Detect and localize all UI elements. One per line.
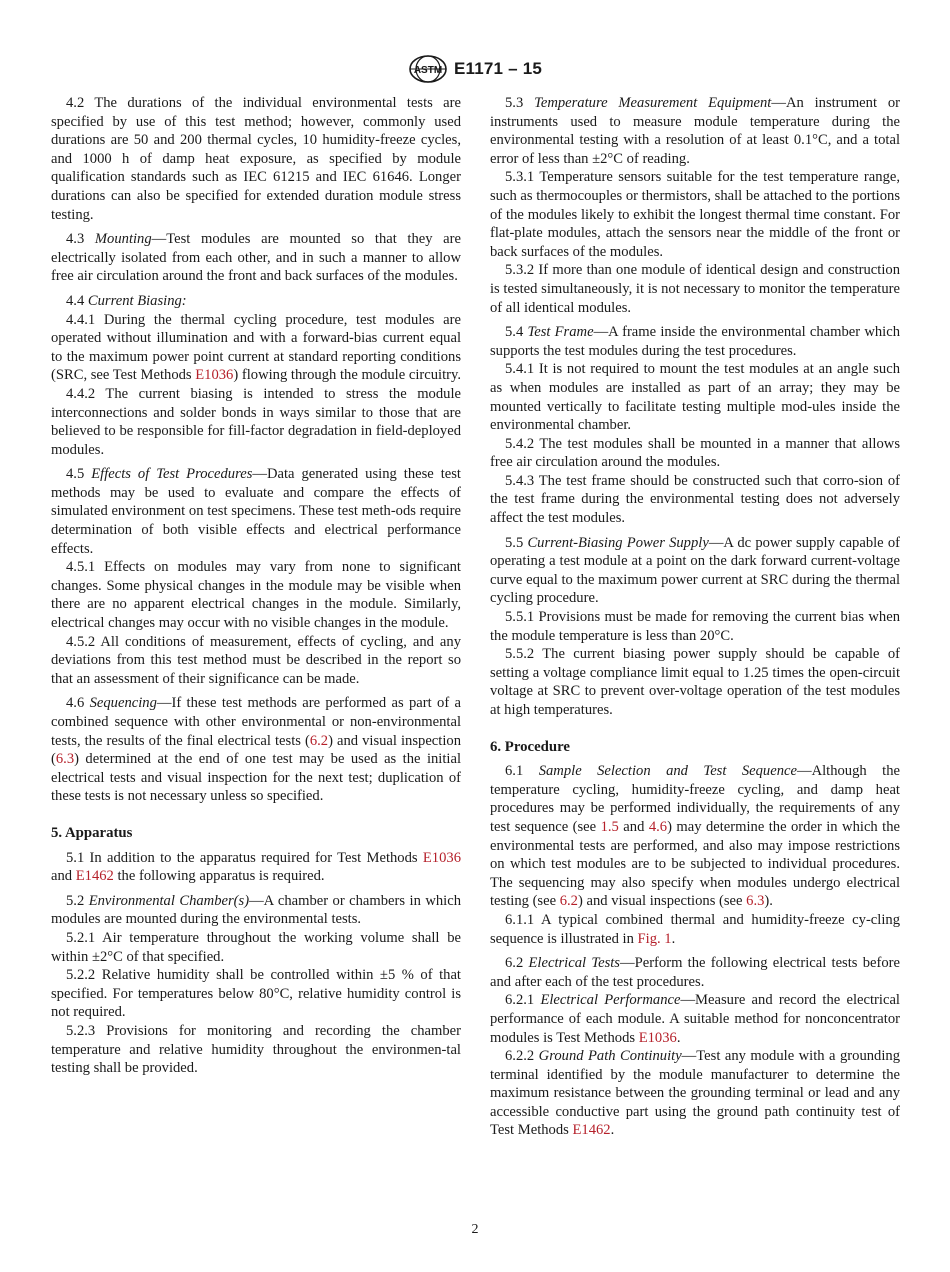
para-5-4-2: 5.4.2 The test modules shall be mounted in a manner that allows free air circulation around the modules. [490,435,900,471]
link-6-2[interactable]: 6.2 [309,732,329,749]
para-5-3: 5.3 Temperature Measurement Equipment—An instrument or instruments used to measure module temperature during the environmental testing with a resolution of at least 0.1°C, and a total error of less than ±2°C of reading. [490,95,900,167]
link-4-6[interactable]: 4.6 [648,818,668,835]
link-e1036[interactable]: E1036 [422,849,461,866]
para-6-2-1: 6.2.1 Electrical Performance—Measure and record the electrical performance of each module. A suitable method for nonconcentrator modules is Test Methods E1036. [490,992,900,1046]
para-5-2-3: 5.2.3 Provisions for monitoring and recording the chamber temperature and relative humidity throughout the environmen-tal testing shall be provided. [51,1022,461,1077]
para-4-4: 4.4 Current Biasing: [66,292,187,309]
para-4-5-1: 4.5.1 Effects on modules may vary from none to significant changes. Some physical changes in the module may be visible when there are no apparent electrical changes in the module. Similarly, electrical changes may occur with no visible changes in the module. [51,559,461,632]
para-5-1: 5.1 In addition to the apparatus required for Test Methods E1036 and E1462 the following apparatus is required. [51,849,461,885]
astm-logo-icon [408,54,448,84]
para-5-3-2: 5.3.2 If more than one module of identical design and construction is tested simultaneously, it is not necessary to monitor the temperature of all identical modules. [490,262,900,316]
para-5-5: 5.5 Current-Biasing Power Supply—A dc power supply capable of operating a test module at a point on the dark forward current-voltage curve equal to the maximum power current at SRC during the thermal cycling procedure. [490,534,901,607]
para-5-4-1: 5.4.1 It is not required to mount the test modules at an angle such as when modules are installed as part of an array; they may be mounted vertically to facilitate testing multiple mod-ules inside the environmental chamber. [490,361,900,434]
para-4-6: 4.6 Sequencing—If these test methods are performed as part of a combined sequence with other environmental or non-environmental tests, the results of the final electrical tests (6.2) and visual inspection (6.3) determined at the end of one test may be used as the initial electrical tests and visual inspection for the next test; duplication of these tests is not necessary unless so specified. [51,695,462,805]
link-6-3[interactable]: 6.3 [55,751,75,768]
page-header [0,54,950,84]
para-5-2-1: 5.2.1 Air temperature throughout the working volume shall be within ±2°C of that specified. [51,929,461,965]
para-4-4-2: 4.4.2 The current biasing is intended to stress the module interconnections and solder bonds in ways similar to those that are believed to be responsible for fill-factor degradation in field-deployed modules. [51,385,461,458]
link-e1462[interactable]: E1462 [75,868,114,885]
para-6-2-2: 6.2.2 Ground Path Continuity—Test any module with a grounding terminal identified by the module manufacturer to determine the maximum resistance between the grounding terminal or lead and any accessible conductive part using the ground path continuity test of Test Methods E1462. [490,1048,901,1139]
para-5-3-1: 5.3.1 Temperature sensors suitable for the test temperature range, such as thermocouples or thermistors, shall be attached to the portions of the modules likely to exhibit the longest thermal time constant. For flat-plate modules, attach the sensors near the middle of the front or back surfaces of the modules. [490,169,900,260]
para-4-4-1: 4.4.1 During the thermal cycling procedure, test modules are operated without illumination and with a forward-bias current equal to the maximum power point current at standard reporting conditions (SRC, see Test Methods E1036) flowing through the module circuitry. [51,311,461,384]
para-5-5-1: 5.5.1 Provisions must be made for removing the current bias when the module temperature is less than 20°C. [490,609,900,644]
link-1-5[interactable]: 1.5 [600,818,619,835]
para-4-3: 4.3 Mounting—Test modules are mounted so that they are electrically isolated from each other, and in such a manner to allow free air circulation around the front and back surfaces of the modules. [51,231,461,285]
para-5-2-2: 5.2.2 Relative humidity shall be controlled within ±5 % of that specified. For temperatures below 80°C, relative humidity control is not required. [51,967,461,1021]
para-6-1-1: 6.1.1 A typical combined thermal and humidity-freeze cy-cling sequence is illustrated in Fig. 1. [490,911,900,947]
para-4-2: 4.2 The durations of the individual environmental tests are specified by use of this test method; however, commonly used durations are 50 and 200 thermal cycles, 10 humidity-freeze cycles, and 1000 h of damp heat exposure, as specified by module qualification standards such as IEC 61215 and IEC 61646. Longer durations can also be specified for extended duration module stress testing. [51,95,461,223]
section-heading-procedure: 6. Procedure [490,738,570,755]
para-6-2: 6.2 Electrical Tests—Perform the following electrical tests before and after each of the test procedures. [490,955,901,990]
link-fig-1[interactable]: Fig. 1 [637,930,672,947]
section-heading-apparatus: 5. Apparatus [51,824,133,841]
para-5-4-3: 5.4.3 The test frame should be constructed such that corro-sion of the test frame during the environmental testing does not adversely affect the test modules. [490,472,900,527]
link-6-3[interactable]: 6.3 [746,893,765,910]
para-5-2: 5.2 Environmental Chamber(s)—A chamber or chambers in which modules are mounted during the environmental tests. [51,892,462,928]
standard-designation: E1171 – 15 [453,59,543,78]
logo-text: ASTM [413,65,443,76]
link-e1036[interactable]: E1036 [195,367,234,384]
left-column [51,94,461,1078]
right-column [490,94,900,1140]
link-e1036[interactable]: E1036 [638,1029,677,1046]
para-4-5: 4.5 Effects of Test Procedures—Data generated using these test methods may be used to evaluate and compare the effects of simulated environment on test specimens. These test meth-ods require determination of both visible effects and electrical performance effects. [51,466,461,557]
link-6-2[interactable]: 6.2 [559,893,578,910]
link-e1462[interactable]: E1462 [572,1122,611,1139]
para-4-5-2: 4.5.2 All conditions of measurement, effects of cycling, and any deviations from this test method must be described in the report so that an assessment of their significance can be made. [51,633,461,687]
para-5-5-2: 5.5.2 The current biasing power supply should be capable of setting a voltage compliance limit equal to 1.25 times the open-circuit voltage at SRC to prevent over-voltage operation of the test modules at high temperatures. [490,646,900,718]
page-number: 2 [471,1222,479,1237]
para-5-4: 5.4 Test Frame—A frame inside the environmental chamber which supports the test modules during the test procedures. [490,324,901,359]
para-6-1: 6.1 Sample Selection and Test Sequence—Although the temperature cycling, humidity-freeze cycling, and damp heat procedures may be performed individually, the requirements of any test sequence (see 1.5 and 4.6) may determine the order in which the environmental tests are performed, and also may impose restrictions on which test modules are to be subjected to individual procedures. The sequencing may also specify when modules undergo electrical testing (see 6.2) and visual inspections (see 6.3). [490,763,900,910]
